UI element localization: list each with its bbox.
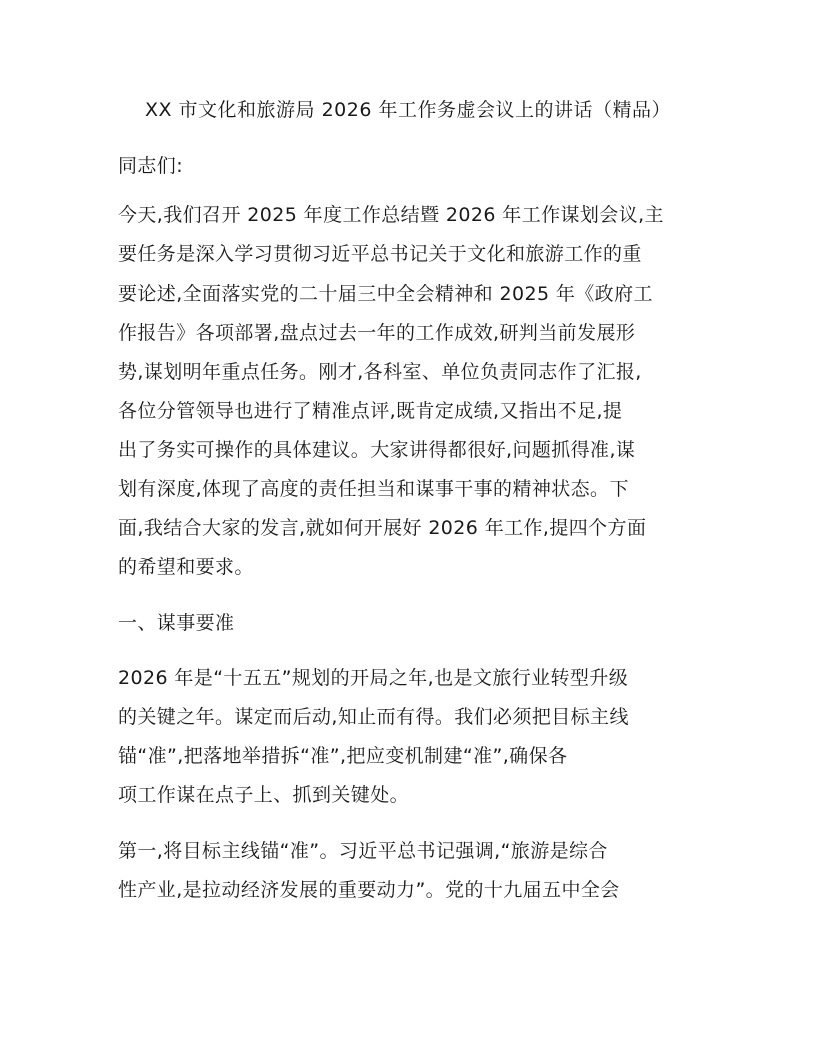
section-line: 项工作谋在点子上、抓到关键处。 [118,784,410,806]
point-line: 第一,将目标主线锚“准”。习近平总书记强调,“旅游是综合 [118,840,608,862]
section-heading: 一、谋事要准 [118,612,235,634]
section-line: 2026 年是“十五五”规划的开局之年,也是文旅行业转型升级 [118,667,629,689]
point-line: 性产业,是拉动经济发展的重要动力”。党的十九届五中全会 [118,879,620,901]
salutation: 同志们: [118,155,184,177]
document-title: XX 市文化和旅游局 2026 年工作务虚会议上的讲话（精品） [144,99,671,121]
intro-line: 要论述,全面落实党的二十届三中全会精神和 2025 年《政府工 [118,283,653,305]
intro-line: 的希望和要求。 [118,556,254,578]
section-line: 锚“准”,把落地举措拆“准”,把应变机制建“准”,确保各 [118,745,568,767]
intro-line: 划有深度,体现了高度的责任担当和谋事干事的精神状态。下 [118,478,629,500]
intro-line: 要任务是深入学习贯彻习近平总书记关于文化和旅游工作的重 [118,243,642,265]
intro-line: 面,我结合大家的发言,就如何开展好 2026 年工作,提四个方面 [118,517,647,539]
intro-line: 各位分管领导也进行了精准点评,既肯定成绩,又指出不足,提 [118,400,623,422]
intro-line: 势,谋划明年重点任务。刚才,各科室、单位负责同志作了汇报, [118,361,642,383]
intro-line: 作报告》各项部署,盘点过去一年的工作成效,研判当前发展形 [118,322,636,344]
intro-line: 出了务实可操作的具体建议。大家讲得都很好,问题抓得准,谋 [118,439,636,461]
section-line: 的关键之年。谋定而后动,知止而有得。我们必须把目标主线 [118,706,629,728]
intro-line: 今天,我们召开 2025 年度工作总结暨 2026 年工作谋划会议,主 [118,204,664,226]
